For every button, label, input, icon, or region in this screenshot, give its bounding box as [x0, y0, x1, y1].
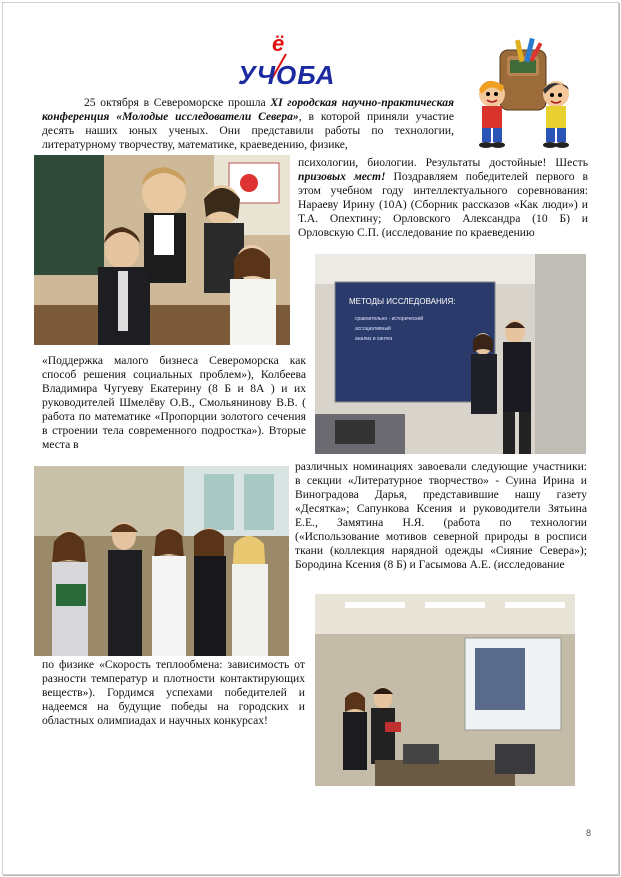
slide-heading: МЕТОДЫ ИССЛЕДОВАНИЯ:	[349, 297, 456, 306]
paragraph-results	[298, 156, 588, 240]
slide-item-1: сравнительно - исторический	[355, 316, 424, 322]
photo-classroom-presentation	[315, 594, 575, 786]
slide-item-3: анализ и синтез	[355, 336, 393, 342]
page-number: 8	[585, 828, 591, 838]
intro-text: 25 октября в Североморске прошла	[84, 96, 271, 109]
photo-group-girls	[34, 466, 289, 656]
prize-places: призовых мест!	[298, 170, 386, 183]
paragraph-conclusion: по физике «Скорость теплообмена: зависимость от разности температур и плотности контактирующих веществ»). Гордимся успехами победителей и надеемся на будущие победы на городских и областных олимпиадах и научных конкурсах!	[42, 658, 305, 727]
paragraph-first-places: «Поддержка малого бизнеса Североморска как способ решения социальных проблем»), Колбеева Владимира Чугуеву Екатерину (8 Б и 8А ) и их руководителей Шмелёву О.В., Смольянинову В.В. ( работа по математике «Пропорции золотого сечения в строении тела современного подростка»). Вторые места в	[42, 354, 306, 451]
results-text: психологии, биологии. Результаты достойные! Шесть	[298, 156, 588, 169]
photo-group-teachers-students	[34, 155, 290, 345]
paragraph-second-places: различных номинациях завоевали следующие участники: в секции «Литературное творчество» - Суина Ирина и Виноградова Дарья, представившие нашу газету «Десятка»; Сапункова Ксения и руководители Зятьина Е.Е., Замятина Н.Я. (работа по технологии («Использование мотивов северной природы в росписи ткани (коллекция нарядной одежды «Сияние Севера»); Бородина Ксения (8 Б) и Гасымова А.Е. (исследование	[295, 460, 587, 571]
photo-presentation-slide	[315, 254, 586, 454]
results-rest: Поздравляем победителей первого в этом учебном году интеллектуального соревнования: Нараеву Ирину (10А) (Сборник рассказов «Как люди») и Т.А. Опехтину; Орловского Александра (10 Б) и Орловскую С.П. (исследование по краеведению	[298, 170, 588, 239]
kids-with-backpack-clipart	[470, 38, 580, 150]
intro-rest: , в которой приняли участие десять наших юных ученых. Они представили работы по технологии, литературному творчеству, математике, краеведению, физике,	[42, 110, 454, 151]
event-name: XI городская научно-практическая конференция «Молодые исследователи Севера»	[42, 96, 454, 123]
title-correction-letter: ё	[272, 31, 285, 56]
slide-item-2: ассоциативный	[355, 326, 391, 332]
paragraph-intro	[42, 96, 454, 152]
page-title: УЧОБА	[238, 60, 336, 90]
